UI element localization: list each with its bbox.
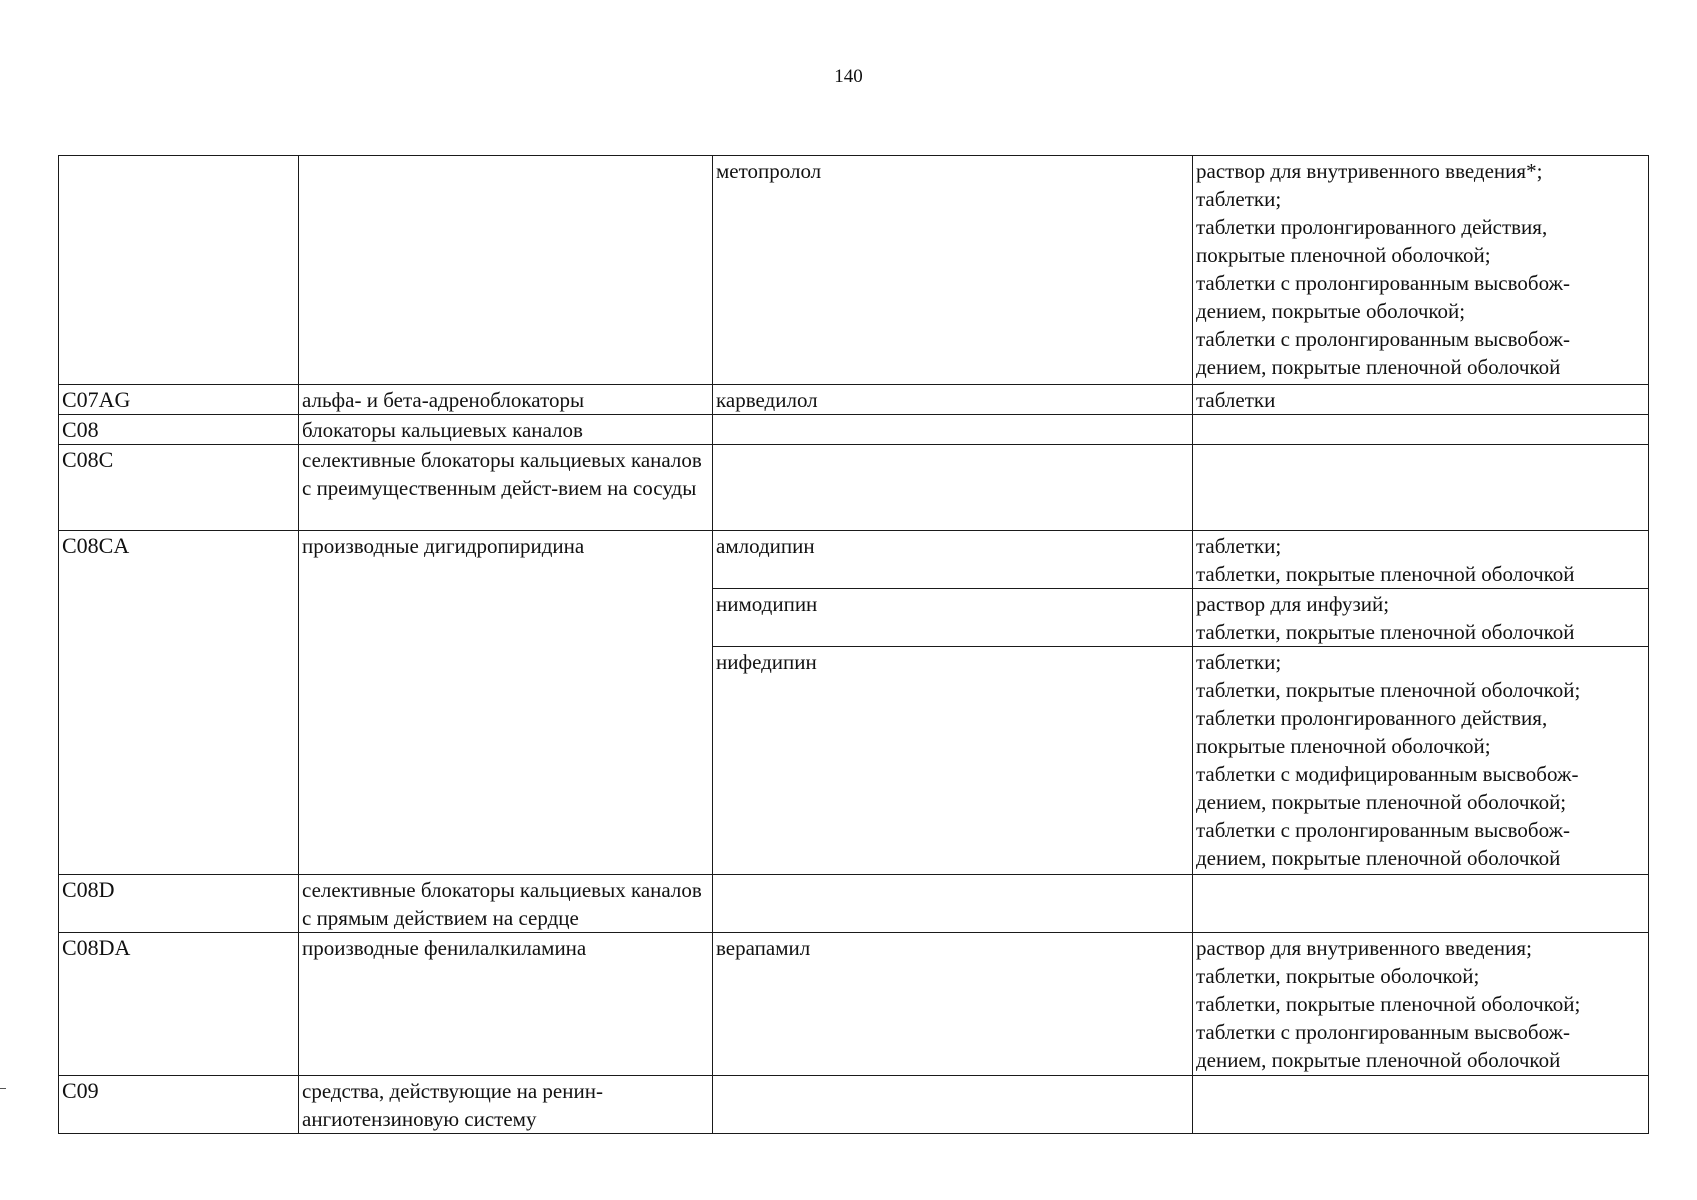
dosage-form: дением, покрытые пленочной оболочкой bbox=[1196, 846, 1561, 870]
dosage-form: таблетки, покрытые пленочной оболочкой; bbox=[1196, 678, 1581, 702]
atc-code-cell: C08CA bbox=[59, 531, 299, 875]
dosage-form: дением, покрытые оболочкой; bbox=[1196, 299, 1466, 323]
table-row bbox=[59, 531, 1649, 589]
dosage-form: таблетки bbox=[1196, 388, 1276, 412]
dosage-form: таблетки пролонгированного действия, bbox=[1196, 215, 1548, 239]
drug-cell bbox=[713, 445, 1193, 531]
drug-cell: нимодипин bbox=[713, 589, 1193, 647]
group-cell bbox=[299, 156, 713, 385]
group-cell: селективные блокаторы кальциевых каналов с преимущественным дейст-вием на сосуды bbox=[299, 445, 713, 531]
atc-code-cell: C09 bbox=[59, 1076, 299, 1134]
forms-cell bbox=[1193, 1076, 1649, 1134]
atc-code-cell bbox=[59, 156, 299, 385]
group-cell: селективные блокаторы кальциевых каналов с прямым действием на сердце bbox=[299, 875, 713, 933]
group-cell: производные фенилалкиламина bbox=[299, 933, 713, 1076]
dosage-form: раствор для внутривенного введения; bbox=[1196, 936, 1532, 960]
forms-cell bbox=[1193, 531, 1649, 589]
dosage-form: таблетки; bbox=[1196, 534, 1282, 558]
drug-cell: нифедипин bbox=[713, 647, 1193, 875]
atc-code-cell: C08DA bbox=[59, 933, 299, 1076]
forms-cell bbox=[1193, 445, 1649, 531]
forms-cell bbox=[1193, 933, 1649, 1076]
group-cell: блокаторы кальциевых каналов bbox=[299, 415, 713, 445]
table-row bbox=[59, 1076, 1649, 1134]
dosage-form: дением, покрытые пленочной оболочкой bbox=[1196, 355, 1561, 379]
dosage-form: таблетки, покрытые пленочной оболочкой; bbox=[1196, 992, 1581, 1016]
dosage-form: дением, покрытые пленочной оболочкой bbox=[1196, 1048, 1561, 1072]
table-row bbox=[59, 385, 1649, 415]
forms-cell bbox=[1193, 156, 1649, 385]
dosage-form: таблетки пролонгированного действия, bbox=[1196, 706, 1548, 730]
table-row bbox=[59, 445, 1649, 531]
dosage-form: таблетки с пролонгированным высвобож- bbox=[1196, 1020, 1571, 1044]
forms-cell bbox=[1193, 385, 1649, 415]
forms-cell bbox=[1193, 875, 1649, 933]
forms-cell bbox=[1193, 415, 1649, 445]
dosage-form: таблетки; bbox=[1196, 650, 1282, 674]
drug-cell bbox=[713, 1076, 1193, 1134]
atc-code-cell: C08 bbox=[59, 415, 299, 445]
medication-table bbox=[58, 155, 1649, 1134]
group-cell: производные дигидропиридина bbox=[299, 531, 713, 875]
atc-code-cell: C08C bbox=[59, 445, 299, 531]
drug-cell: метопролол bbox=[713, 156, 1193, 385]
dosage-form: таблетки с пролонгированным высвобож- bbox=[1196, 327, 1571, 351]
group-cell: альфа- и бета-адреноблокаторы bbox=[299, 385, 713, 415]
table-row bbox=[59, 156, 1649, 385]
drug-cell: верапамил bbox=[713, 933, 1193, 1076]
dosage-form: таблетки, покрытые оболочкой; bbox=[1196, 964, 1480, 988]
atc-code-cell: C07AG bbox=[59, 385, 299, 415]
dosage-form: таблетки с модифицированным высвобож- bbox=[1196, 762, 1579, 786]
table-row bbox=[59, 415, 1649, 445]
scan-mark bbox=[0, 1088, 6, 1089]
dosage-form: раствор для внутривенного введения*; bbox=[1196, 159, 1543, 183]
dosage-form: таблетки; bbox=[1196, 187, 1282, 211]
drug-cell bbox=[713, 415, 1193, 445]
drug-cell: амлодипин bbox=[713, 531, 1193, 589]
drug-cell: карведилол bbox=[713, 385, 1193, 415]
dosage-form: таблетки с пролонгированным высвобож- bbox=[1196, 271, 1571, 295]
dosage-form: покрытые пленочной оболочкой; bbox=[1196, 243, 1491, 267]
dosage-form: покрытые пленочной оболочкой; bbox=[1196, 734, 1491, 758]
dosage-form: таблетки с пролонгированным высвобож- bbox=[1196, 818, 1571, 842]
forms-cell bbox=[1193, 589, 1649, 647]
group-cell: средства, действующие на ренин-ангиотензиновую систему bbox=[299, 1076, 713, 1134]
dosage-form: дением, покрытые пленочной оболочкой; bbox=[1196, 790, 1567, 814]
atc-code-cell: C08D bbox=[59, 875, 299, 933]
drug-cell bbox=[713, 875, 1193, 933]
table-row bbox=[59, 933, 1649, 1076]
table-row bbox=[59, 875, 1649, 933]
dosage-form: раствор для инфузий; bbox=[1196, 592, 1390, 616]
dosage-form: таблетки, покрытые пленочной оболочкой bbox=[1196, 620, 1575, 644]
forms-cell bbox=[1193, 647, 1649, 875]
dosage-form: таблетки, покрытые пленочной оболочкой bbox=[1196, 562, 1575, 586]
page-number: 140 bbox=[834, 66, 863, 87]
